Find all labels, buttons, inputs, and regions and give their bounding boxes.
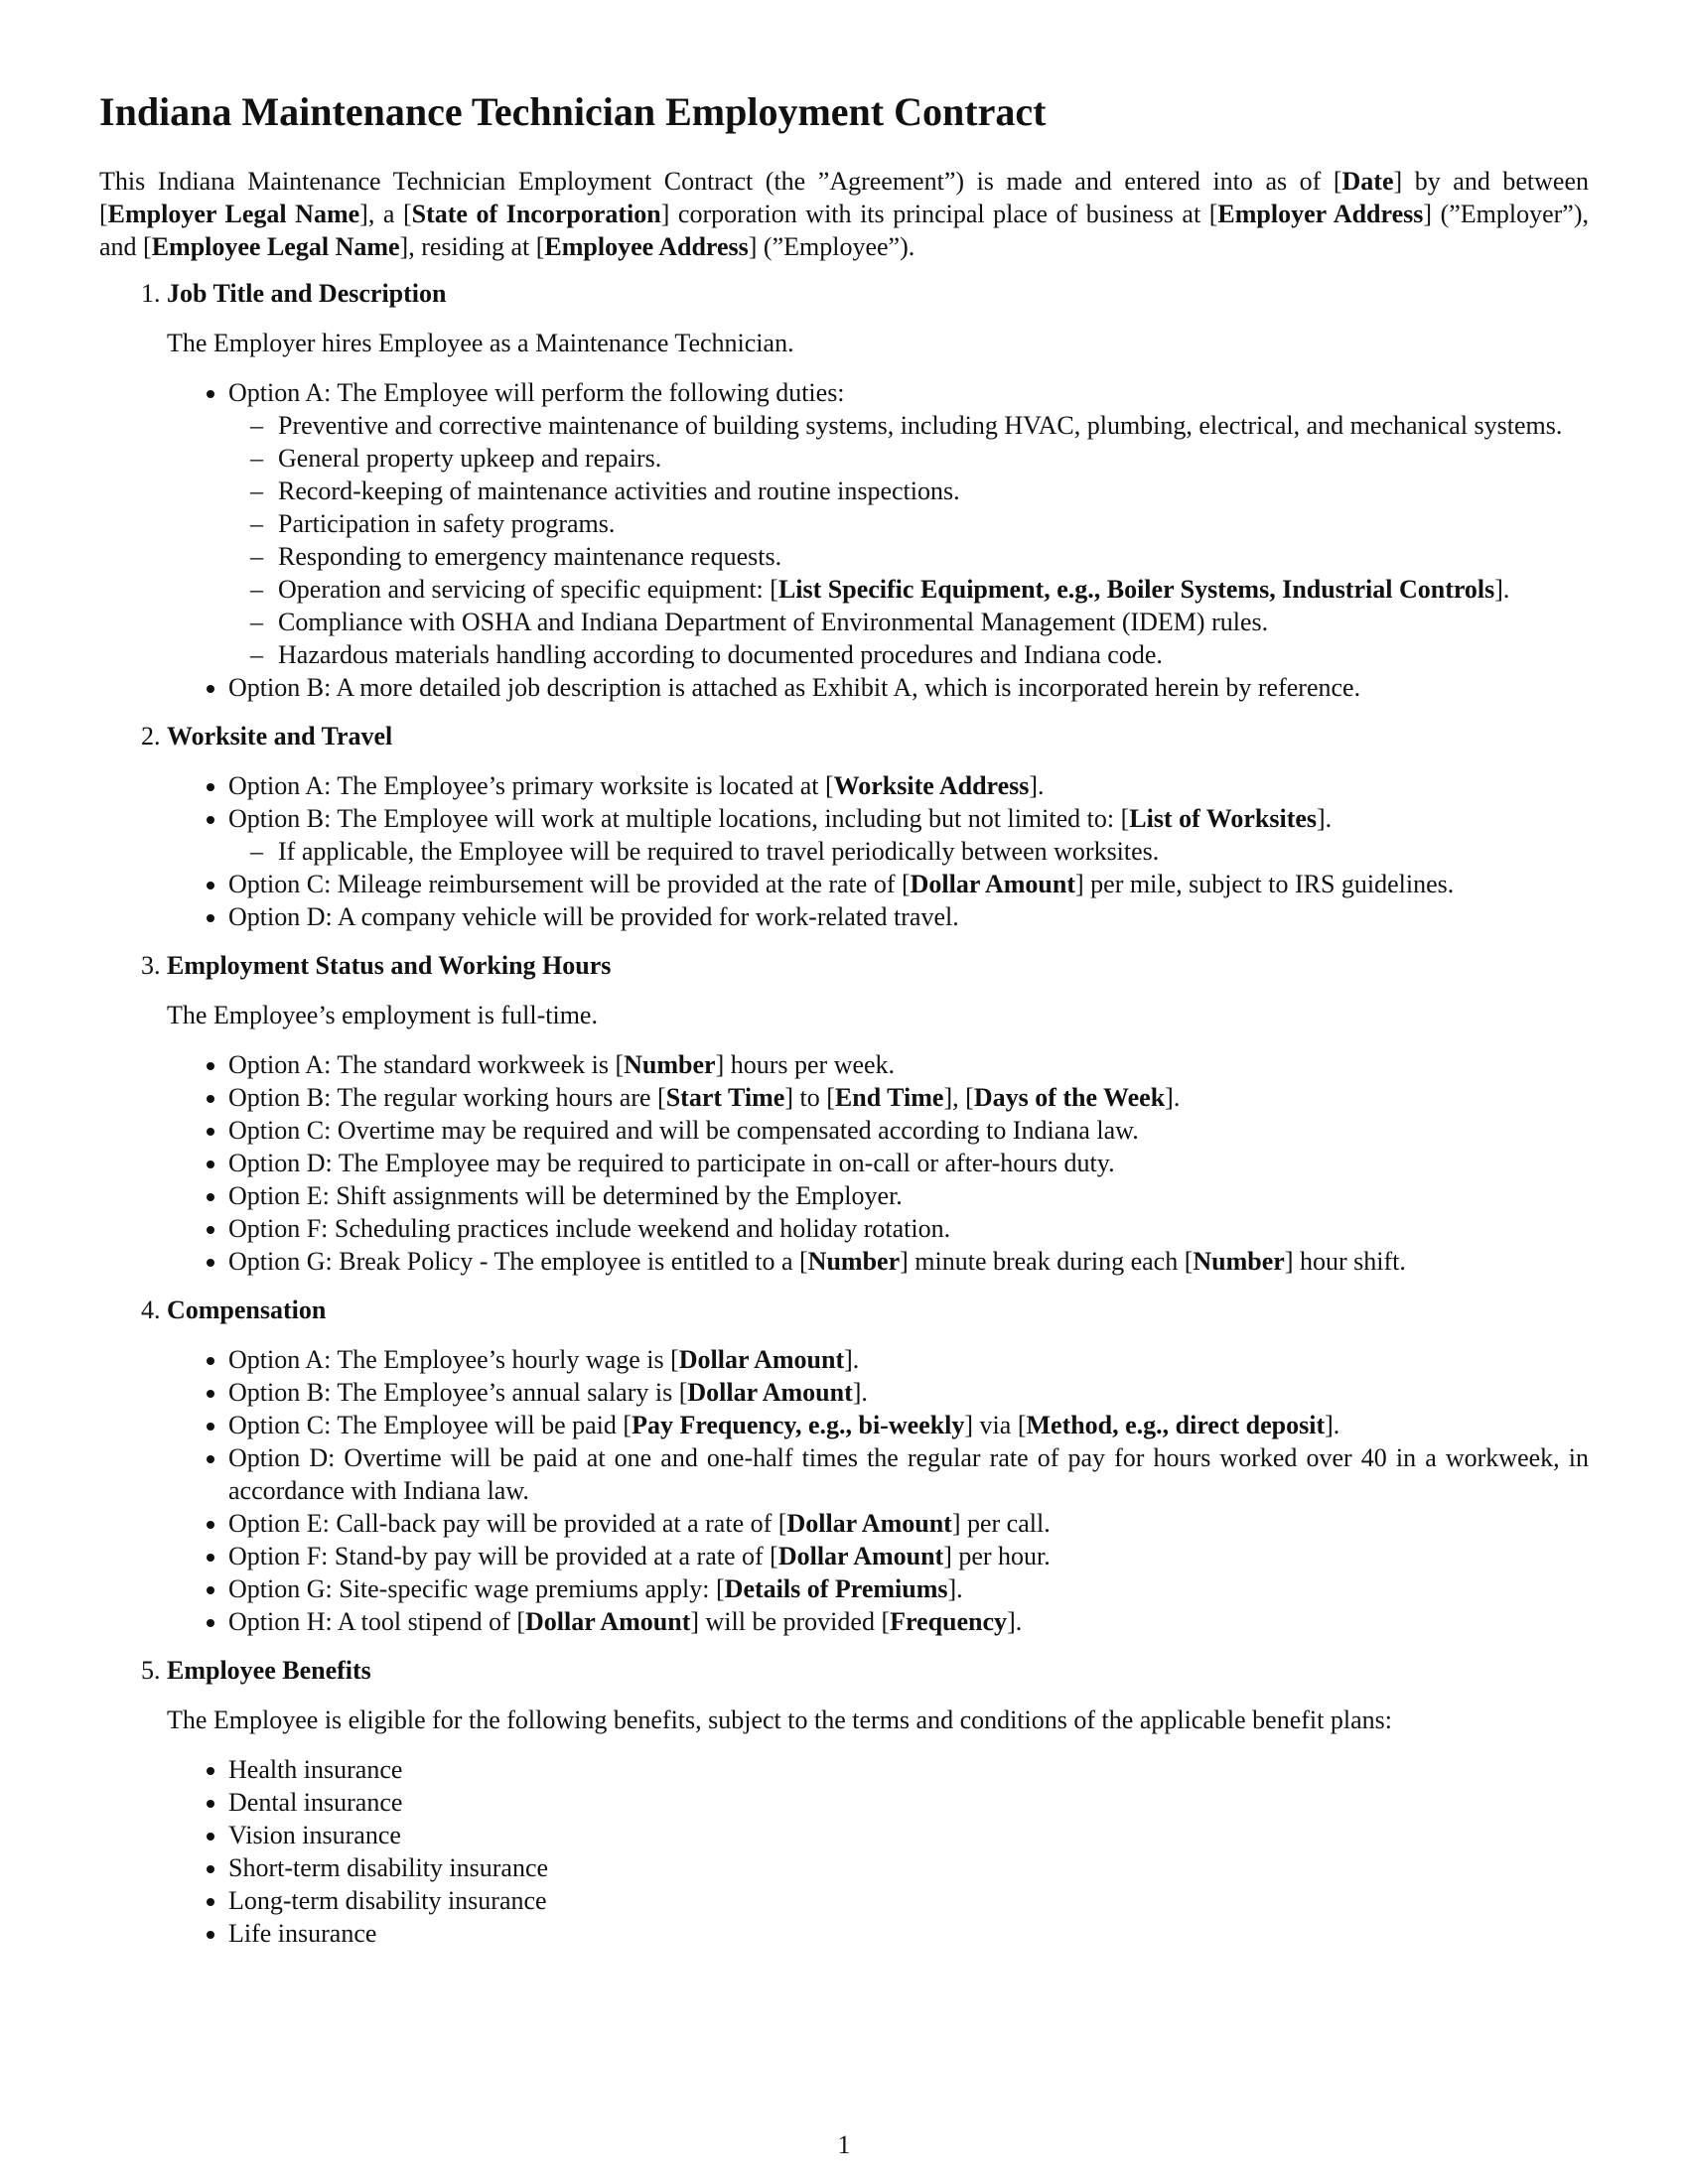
intro-paragraph — [99, 165, 1589, 263]
option-item — [228, 1048, 1589, 1081]
duty-item: – Responding to emergency maintenance requests. — [278, 540, 1589, 573]
option-item — [228, 1507, 1589, 1540]
placeholder-end-time: End Time — [834, 1083, 944, 1112]
intro-text: ] by and between [ — [99, 167, 1589, 228]
option-item — [228, 769, 1589, 802]
placeholder-pay-frequency: Pay Frequency, e.g., bi-weekly — [632, 1411, 965, 1439]
option-list — [167, 376, 1589, 704]
placeholder-premiums: Details of Premiums — [724, 1574, 948, 1603]
option-text: Option C: The Employee will be paid [ — [228, 1411, 633, 1439]
option-text: ] hour shift. — [1284, 1247, 1406, 1276]
option-item — [228, 1245, 1589, 1278]
option-text: ], [ — [943, 1083, 974, 1112]
option-text: ]. — [844, 1345, 860, 1374]
option-item — [228, 1409, 1589, 1441]
section-text: The Employer hires Employee as a Maintenance Technician. — [167, 329, 794, 357]
option-item — [228, 802, 1589, 868]
benefit-item: • Dental insurance — [228, 1786, 1589, 1819]
placeholder-frequency: Frequency — [890, 1607, 1008, 1636]
duty-item: – Compliance with OSHA and Indiana Department of Environmental Management (IDEM) rules. — [278, 606, 1589, 638]
option-item — [228, 1540, 1589, 1572]
option-text: ] to [ — [784, 1083, 835, 1112]
section-title: 5. Employee Benefits — [167, 1656, 371, 1685]
section-title: 2. Worksite and Travel — [167, 722, 393, 751]
placeholder-start-time: Start Time — [665, 1083, 785, 1112]
option-text: Option B: The regular working hours are [ — [228, 1083, 666, 1112]
placeholder-number: Number — [1193, 1247, 1285, 1276]
duty-item: – Record-keeping of maintenance activities and routine inspections. — [278, 475, 1589, 507]
placeholder-dollar-amount: Dollar Amount — [777, 1542, 944, 1570]
benefit-item: • Vision insurance — [228, 1819, 1589, 1851]
option-text: Option B: The Employee’s annual salary is [ — [228, 1378, 688, 1407]
benefits-list — [167, 1753, 1589, 1950]
option-text: ] per call. — [951, 1509, 1051, 1538]
option-text: ] minute break during each [ — [900, 1247, 1194, 1276]
section-benefits — [167, 1654, 1589, 1950]
placeholder-equipment: List Specific Equipment, e.g., Boiler Systems, Industrial Controls — [777, 575, 1495, 604]
option-text: Option F: Stand-by pay will be provided at a rate of [ — [228, 1542, 778, 1570]
option-item — [228, 1572, 1589, 1605]
placeholder-pay-method: Method, e.g., direct deposit — [1026, 1411, 1326, 1439]
document-title: Indiana Maintenance Technician Employment Contract — [99, 89, 1047, 134]
benefit-item: • Short-term disability insurance — [228, 1851, 1589, 1884]
placeholder-dollar-amount: Dollar Amount — [786, 1509, 952, 1538]
duty-text: Operation and servicing of specific equipment: [ — [278, 575, 778, 604]
section-working-hours — [167, 949, 1589, 1278]
duty-item: – Participation in safety programs. — [278, 507, 1589, 540]
option-item — [228, 1081, 1589, 1114]
placeholder-number: Number — [807, 1247, 901, 1276]
option-text: ] will be provided [ — [690, 1607, 891, 1636]
page-number: 1 — [837, 2130, 851, 2159]
option-text: Option A: The Employee’s hourly wage is [ — [228, 1345, 679, 1374]
option-text: ] per mile, subject to IRS guidelines. — [1075, 870, 1455, 898]
option-list — [167, 1343, 1589, 1638]
placeholder-employee-address: Employee Address — [544, 232, 749, 261]
option-text: Option A: The standard workweek is [ — [228, 1050, 625, 1079]
placeholder-date: Date — [1341, 167, 1394, 196]
option-text: ] hours per week. — [715, 1050, 896, 1079]
placeholder-number: Number — [624, 1050, 716, 1079]
option-item — [228, 376, 1589, 671]
option-text: ]. — [947, 1574, 963, 1603]
benefit-item: • Long-term disability insurance — [228, 1884, 1589, 1917]
option-item — [228, 1376, 1589, 1409]
placeholder-worksites: List of Worksites — [1129, 804, 1318, 833]
duty-item: – General property upkeep and repairs. — [278, 442, 1589, 475]
section-compensation — [167, 1294, 1589, 1638]
option-text: Option A: The Employee will perform the following duties: — [228, 378, 845, 407]
duty-item: – Hazardous materials handling according to documented procedures and Indiana code. — [278, 638, 1589, 671]
option-item: • Option B: A more detailed job description is attached as Exhibit A, which is incorporated herein by reference. — [228, 671, 1589, 704]
option-item: • Option D: The Employee may be required to participate in on-call or after-hours duty. — [228, 1147, 1589, 1179]
option-text: Option C: Mileage reimbursement will be provided at the rate of [ — [228, 870, 911, 898]
section-job-title — [167, 277, 1589, 704]
option-text: ]. — [1165, 1083, 1181, 1112]
option-list — [167, 769, 1589, 933]
benefit-item: • Health insurance — [228, 1753, 1589, 1786]
option-item — [228, 1343, 1589, 1376]
placeholder-employer-name: Employer Legal Name — [107, 200, 360, 228]
option-text: ]. — [1325, 1411, 1340, 1439]
option-text: Option G: Site-specific wage premiums apply: [ — [228, 1574, 725, 1603]
placeholder-worksite-address: Worksite Address — [833, 771, 1030, 800]
sub-item: – If applicable, the Employee will be required to travel periodically between worksites. — [278, 835, 1589, 868]
option-text: Option G: Break Policy - The employee is entitled to a [ — [228, 1247, 808, 1276]
option-item: • Option F: Scheduling practices include weekend and holiday rotation. — [228, 1212, 1589, 1245]
placeholder-dollar-amount: Dollar Amount — [525, 1607, 691, 1636]
duty-item: – Preventive and corrective maintenance of building systems, including HVAC, plumbing, electrical, and mechanical systems. — [278, 409, 1589, 442]
section-title: 4. Compensation — [167, 1296, 327, 1324]
intro-text: ], residing at [ — [399, 232, 545, 261]
placeholder-employee-name: Employee Legal Name — [151, 232, 400, 261]
option-text: Option A: The Employee’s primary worksite is located at [ — [228, 771, 834, 800]
option-item — [228, 868, 1589, 900]
section-text: The Employee is eligible for the following benefits, subject to the terms and conditions of the applicable benefit plans: — [167, 1706, 1392, 1734]
option-text: Option B: The Employee will work at multiple locations, including but not limited to: [ — [228, 804, 1130, 833]
benefit-item: • Life insurance — [228, 1917, 1589, 1950]
intro-text: ] corporation with its principal place of business at [ — [660, 200, 1218, 228]
intro-text: ] (”Employee”). — [748, 232, 915, 261]
contract-sections — [99, 277, 1589, 1950]
option-item: • Option D: Overtime will be paid at one and one-half times the regular rate of pay for hours worked over 40 in a workweek, in accordance with Indiana law. — [228, 1441, 1589, 1507]
option-text: Option H: A tool stipend of [ — [228, 1607, 525, 1636]
option-text: ]. — [852, 1378, 868, 1407]
option-item: • Option D: A company vehicle will be provided for work-related travel. — [228, 900, 1589, 933]
option-text: ]. — [1029, 771, 1045, 800]
option-item — [228, 1605, 1589, 1638]
placeholder-days: Days of the Week — [973, 1083, 1166, 1112]
section-title: 3. Employment Status and Working Hours — [167, 951, 612, 980]
option-text: Option E: Call-back pay will be provided at a rate of [ — [228, 1509, 787, 1538]
section-worksite — [167, 720, 1589, 933]
intro-text: ] (”Employer”), and [ — [99, 200, 1589, 261]
section-text: The Employee’s employment is full-time. — [167, 1001, 598, 1029]
option-item: • Option C: Overtime may be required and will be compensated according to Indiana law. — [228, 1114, 1589, 1147]
duty-item — [278, 573, 1589, 606]
placeholder-dollar-amount: Dollar Amount — [910, 870, 1076, 898]
placeholder-state: State of Incorporation — [411, 200, 661, 228]
option-text: ]. — [1317, 804, 1333, 833]
intro-text: ], a [ — [359, 200, 412, 228]
document-page — [99, 87, 1589, 1966]
section-title: 1. Job Title and Description — [167, 279, 447, 308]
duties-list — [228, 409, 1589, 671]
placeholder-dollar-amount: Dollar Amount — [687, 1378, 853, 1407]
duty-text: ]. — [1494, 575, 1510, 604]
option-item: • Option E: Shift assignments will be determined by the Employer. — [228, 1179, 1589, 1212]
option-list — [167, 1048, 1589, 1278]
intro-text: This Indiana Maintenance Technician Employment Contract (the ”Agreement”) is made and entered into as of [ — [99, 167, 1342, 196]
sub-list — [228, 835, 1589, 868]
option-text: ]. — [1007, 1607, 1023, 1636]
placeholder-dollar-amount: Dollar Amount — [678, 1345, 845, 1374]
placeholder-employer-address: Employer Address — [1217, 200, 1424, 228]
option-text: ] via [ — [964, 1411, 1027, 1439]
option-text: ] per hour. — [943, 1542, 1051, 1570]
